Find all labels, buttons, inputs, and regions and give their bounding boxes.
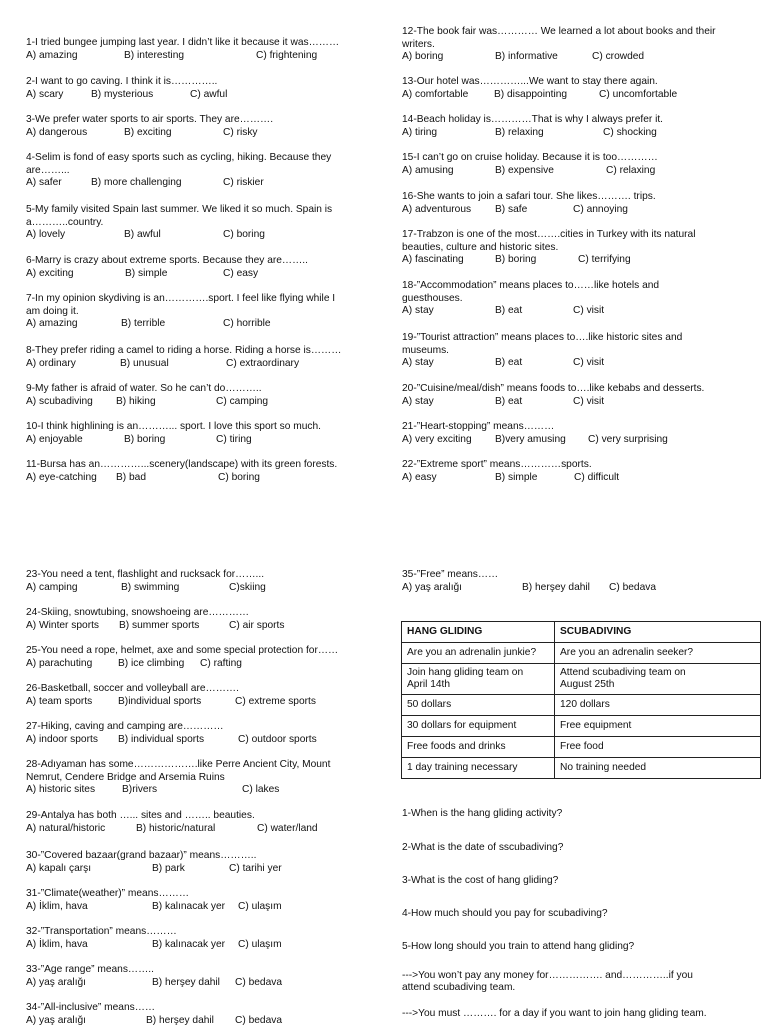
answer-options — [26, 229, 332, 242]
question-stem: 1-I tried bungee jumping last year. I didn’t like it because it was……… — [26, 37, 340, 48]
question-item — [26, 114, 273, 140]
option-c[interactable]: C) lakes — [242, 784, 280, 796]
question-stem: 27-Hiking, caving and camping are………… — [26, 721, 224, 732]
question-stem: 3-We prefer water sports to air sports. They are………. — [26, 114, 274, 125]
answer-options — [26, 434, 321, 447]
option-a[interactable]: A) eye-catching — [26, 471, 97, 483]
option-a[interactable]: A) indoor sports — [26, 733, 98, 745]
answer-options — [26, 88, 228, 102]
option-a[interactable]: A) Winter sports — [26, 619, 100, 631]
option-c[interactable]: C) awful — [190, 88, 228, 100]
answer-options — [26, 976, 283, 990]
table-cell: Are you an adrenalin seeker? — [555, 643, 761, 664]
question-item — [26, 759, 330, 797]
comprehension-question: 4-How much should you pay for scubadiving? — [402, 908, 608, 919]
question-stem-continued: are……... — [26, 164, 70, 176]
question-stem: 4-Selim is fond of easy sports such as cycling, hiking. Because they — [26, 152, 332, 163]
question-item — [402, 280, 659, 318]
option-c[interactable]: C) annoying — [573, 203, 628, 215]
option-c[interactable]: C) water/land — [257, 822, 318, 834]
question-stem-continued: Nemrut, Cendere Bridge and Arsemia Ruins — [26, 771, 225, 783]
question-stem: 8-They prefer riding a camel to riding a horse. Riding a horse is……… — [26, 345, 342, 356]
option-b[interactable]: B) swimming — [121, 581, 180, 593]
option-b[interactable]: B) herşey dahil — [146, 1014, 214, 1026]
question-stem: 31-”Climate(weather)” means……… — [26, 888, 190, 899]
question-item — [26, 964, 283, 990]
question-stem: 21-”Heart-stopping” means……… — [402, 421, 555, 432]
comprehension-question: 2-What is the date of sscubadiving? — [402, 842, 564, 853]
table-cell: No training needed — [555, 758, 761, 779]
option-a[interactable]: A) camping — [26, 581, 78, 593]
option-a[interactable]: A) boring — [402, 51, 444, 63]
question-item — [26, 888, 282, 914]
question-stem: 14-Beach holiday is…………That is why I always prefer it. — [402, 114, 664, 125]
option-b[interactable]: B) awful — [124, 229, 161, 241]
option-b[interactable]: B) hiking — [116, 395, 156, 407]
question-item — [26, 721, 317, 747]
option-a[interactable]: A) yaş aralığı — [26, 976, 87, 988]
question-item — [26, 569, 264, 595]
option-a[interactable]: A) adventurous — [402, 203, 472, 215]
question-item — [402, 569, 657, 595]
question-stem: 28-Adıyaman has some……………….like Perre Ancient City, Mount — [26, 759, 331, 770]
question-stem: 10-I think highlining is an………... sport. I love this sport so much. — [26, 421, 321, 432]
option-b[interactable]: B) simple — [125, 267, 168, 279]
option-b[interactable]: B) relaxing — [495, 126, 544, 138]
answer-options — [402, 396, 704, 409]
answer-options — [26, 318, 335, 331]
option-b[interactable]: B) park — [152, 862, 185, 874]
option-b[interactable]: B) herşey dahil — [522, 581, 590, 593]
table-cell: 1 day training necessary — [402, 758, 555, 779]
option-b[interactable]: B) interesting — [124, 49, 185, 61]
table-row — [402, 716, 761, 737]
answer-options — [26, 733, 317, 747]
option-c[interactable]: C) shocking — [603, 126, 657, 138]
question-stem: 13-Our hotel was…………...We want to stay there again. — [402, 76, 658, 87]
answer-options — [26, 695, 316, 709]
question-stem: 26-Basketball, soccer and volleyball are………. — [26, 683, 239, 694]
option-c[interactable]: C) rafting — [200, 657, 242, 669]
option-a[interactable]: A) team sports — [26, 695, 93, 707]
option-c[interactable]: C) visit — [573, 305, 605, 317]
option-b[interactable]: B) individual sports — [118, 733, 205, 745]
option-a[interactable]: A) dangerous — [26, 126, 88, 138]
question-stem-continued: museums. — [402, 344, 449, 356]
option-c[interactable]: C) bedava — [609, 581, 657, 593]
option-b[interactable]: B) expensive — [495, 164, 554, 176]
question-stem: 30-”Covered bazaar(grand bazaar)” means……….. — [26, 850, 257, 861]
question-stem: 22-”Extreme sport” means…………sports. — [402, 459, 592, 470]
question-item — [26, 810, 318, 836]
option-c[interactable]: C) outdoor sports — [238, 733, 317, 745]
answer-options — [26, 358, 341, 371]
question-item — [26, 645, 338, 671]
question-stem: 16-She wants to join a safari tour. She likes………. trips. — [402, 191, 656, 202]
option-c[interactable]: C) bedava — [235, 1014, 283, 1026]
table-row — [402, 695, 761, 716]
answer-options — [402, 51, 716, 64]
question-stem: 9-My father is afraid of water. So he can’t do……….. — [26, 383, 262, 394]
question-stem: 32-”Transportation” means……… — [26, 926, 177, 937]
option-b[interactable]: B) ice climbing — [118, 657, 185, 669]
comprehension-question: 5-How long should you train to attend hang gliding? — [402, 941, 635, 952]
option-c[interactable]: C) easy — [223, 267, 259, 279]
option-b[interactable]: B)very amusing — [495, 433, 566, 445]
question-stem-continued: a………..country. — [26, 216, 104, 228]
option-c[interactable]: C) bedava — [235, 976, 283, 988]
question-item — [402, 383, 704, 409]
answer-options — [26, 619, 285, 633]
question-item — [26, 383, 269, 409]
option-a[interactable]: A) natural/historic — [26, 822, 106, 834]
option-b[interactable]: B) exciting — [124, 126, 172, 138]
option-a[interactable]: A) amazing — [26, 318, 78, 330]
answer-options — [26, 582, 264, 595]
option-c[interactable]: C) terrifying — [578, 254, 631, 266]
option-b[interactable]: B) kalınacak yer — [152, 938, 226, 950]
question-item — [26, 204, 332, 242]
option-a[interactable]: A) scary — [26, 88, 64, 100]
answer-options — [26, 938, 282, 952]
option-b[interactable]: B) unusual — [120, 357, 169, 369]
option-a[interactable]: A) İklim, hava — [26, 938, 88, 950]
question-item — [26, 683, 316, 709]
option-a[interactable]: A) amazing — [26, 49, 78, 61]
option-c[interactable]: C) boring — [223, 229, 265, 241]
option-c[interactable]: C) uncomfortable — [599, 88, 678, 100]
question-item — [402, 114, 663, 140]
question-stem: 18-”Accommodation” means places to……like hotels and — [402, 280, 660, 291]
table-cell: Attend scubadiving team on August 25th — [555, 664, 761, 695]
option-b[interactable]: B) bad — [116, 471, 147, 483]
question-stem: 23-You need a tent, flashlight and rucksack for……... — [26, 569, 265, 580]
comprehension-question: 3-What is the cost of hang gliding? — [402, 875, 559, 886]
answer-options — [26, 268, 308, 281]
option-a[interactable]: A) lovely — [26, 229, 66, 241]
question-stem: 19-”Tourist attraction” means places to….like historic sites and — [402, 332, 683, 343]
question-stem: 15-I can’t go on cruise holiday. Because it is too………… — [402, 152, 658, 163]
option-b[interactable]: B) historic/natural — [136, 822, 216, 834]
option-a[interactable]: A) yaş aralığı — [26, 1014, 87, 1026]
option-c[interactable]: C) ulaşım — [238, 900, 282, 912]
header-hang-gliding: HANG GLIDING — [402, 622, 555, 643]
answer-options — [26, 900, 282, 914]
question-stem: 20-”Cuisine/meal/dish” means foods to….like kebabs and desserts. — [402, 383, 705, 394]
option-b[interactable]: B) safe — [495, 203, 528, 215]
option-b[interactable]: B) mysterious — [91, 88, 154, 100]
answer-options — [26, 177, 331, 190]
activity-comparison-table — [401, 621, 761, 779]
option-c[interactable]: C) risky — [223, 126, 258, 138]
answer-options — [26, 1014, 283, 1028]
fill-in-line: --->You must ………. for a day if you want to join hang gliding team. — [402, 1008, 707, 1019]
answer-options — [402, 165, 658, 178]
question-item — [26, 255, 308, 281]
answer-options — [402, 305, 659, 318]
answer-options — [402, 127, 663, 140]
table-cell: Free foods and drinks — [402, 737, 555, 758]
fill-in-line: attend scubadiving team. — [402, 982, 516, 993]
option-c[interactable]: C) very surprising — [588, 433, 668, 445]
option-a[interactable]: A) exciting — [26, 267, 74, 279]
question-item — [402, 191, 656, 217]
option-a[interactable]: A) kapalı çarşı — [26, 862, 92, 874]
option-c[interactable]: C) riskier — [223, 177, 264, 189]
question-stem: 24-Skiing, snowtubing, snowshoeing are………… — [26, 607, 250, 618]
option-a[interactable]: A) very exciting — [402, 433, 472, 445]
question-stem: 35-”Free” means…… — [402, 569, 499, 580]
table-cell: 50 dollars — [402, 695, 555, 716]
question-item — [26, 607, 285, 633]
question-stem: 25-You need a rope, helmet, axe and some special protection for…… — [26, 645, 339, 656]
option-a[interactable]: A) safer — [26, 177, 62, 189]
option-a[interactable]: A) scubadiving — [26, 395, 93, 407]
option-c[interactable]: C) tarihi yer — [229, 862, 282, 874]
option-a[interactable]: A) amusing — [402, 164, 454, 176]
answer-options — [26, 50, 339, 63]
question-item — [26, 345, 341, 371]
question-stem-continued: guesthouses. — [402, 292, 463, 304]
question-item — [26, 421, 321, 447]
option-b[interactable]: B)individual sports — [118, 695, 202, 707]
option-c[interactable]: C) ulaşım — [238, 938, 282, 950]
question-stem-continued: beauties, culture and historic sites. — [402, 241, 559, 253]
option-a[interactable]: A) ordinary — [26, 357, 76, 369]
answer-options — [402, 254, 695, 267]
option-a[interactable]: A) historic sites — [26, 784, 96, 796]
option-c[interactable]: C)skiing — [229, 581, 266, 593]
option-b[interactable]: B) eat — [495, 395, 523, 407]
question-stem: 17-Trabzon is one of the most…….cities in Turkey with its natural — [402, 229, 696, 240]
option-a[interactable]: A) comfortable — [402, 88, 469, 100]
question-item — [402, 26, 716, 64]
question-item — [402, 421, 668, 447]
question-item — [26, 37, 339, 63]
option-b[interactable]: B) kalınacak yer — [152, 900, 226, 912]
option-a[interactable]: A) stay — [402, 357, 434, 369]
option-c[interactable]: C) difficult — [574, 471, 620, 483]
answer-options — [26, 862, 282, 876]
question-item — [26, 459, 337, 485]
fill-in-line: --->You won’t pay any money for……………. and…………..if you — [402, 970, 693, 981]
option-c[interactable]: C) crowded — [592, 51, 645, 63]
question-item — [26, 76, 228, 102]
option-a[interactable]: A) parachuting — [26, 657, 93, 669]
option-b[interactable]: B) boring — [495, 254, 537, 266]
option-b[interactable]: B)rivers — [122, 784, 158, 796]
question-item — [26, 850, 282, 876]
option-a[interactable]: A) enjoyable — [26, 433, 83, 445]
option-a[interactable]: A) İklim, hava — [26, 900, 88, 912]
table-cell: 30 dollars for equipment — [402, 716, 555, 737]
option-c[interactable]: C) air sports — [229, 619, 285, 631]
option-a[interactable]: A) yaş aralığı — [402, 581, 463, 593]
answer-options — [26, 127, 273, 140]
question-stem: 11-Bursa has an…………...scenery(landscape) with its green forests. — [26, 459, 338, 470]
option-b[interactable]: B) informative — [495, 51, 558, 63]
question-stem: 33-”Age range” means…….. — [26, 964, 154, 975]
option-b[interactable]: B) eat — [495, 357, 523, 369]
table-row — [402, 643, 761, 664]
option-c[interactable]: C) visit — [573, 357, 605, 369]
option-c[interactable]: C) camping — [216, 395, 269, 407]
comprehension-question: 1-When is the hang gliding activity? — [402, 808, 563, 819]
option-a[interactable]: A) stay — [402, 305, 434, 317]
option-a[interactable]: A) easy — [402, 471, 437, 483]
table-row — [402, 758, 761, 779]
option-a[interactable]: A) tiring — [402, 126, 438, 138]
table-header-row — [402, 622, 761, 643]
question-item — [26, 152, 331, 190]
question-stem: 34-”All-inclusive” means…… — [26, 1002, 156, 1013]
option-b[interactable]: B) more challenging — [91, 177, 182, 189]
question-item — [402, 152, 658, 178]
question-stem: 29-Antalya has both …... sites and …….. beauties. — [26, 810, 255, 821]
option-c[interactable]: C) frightening — [256, 49, 318, 61]
option-b[interactable]: B) disappointing — [494, 88, 568, 100]
answer-options — [402, 204, 656, 217]
option-c[interactable]: C) relaxing — [606, 164, 656, 176]
table-cell: Free food — [555, 737, 761, 758]
option-c[interactable]: C) boring — [218, 471, 260, 483]
answer-options — [26, 395, 269, 409]
answer-options — [402, 88, 678, 102]
option-b[interactable]: B) simple — [495, 471, 538, 483]
answer-options — [26, 658, 338, 671]
option-c[interactable]: C) horrible — [223, 318, 271, 330]
option-c[interactable]: C) tiring — [216, 433, 252, 445]
option-b[interactable]: B) herşey dahil — [152, 976, 220, 988]
answer-options — [26, 784, 330, 797]
question-stem-continued: writers. — [402, 38, 435, 50]
option-c[interactable]: C) extreme sports — [235, 695, 316, 707]
option-b[interactable]: B) summer sports — [119, 619, 200, 631]
option-a[interactable]: A) stay — [402, 395, 434, 407]
answer-options — [26, 822, 318, 836]
option-b[interactable]: B) boring — [124, 433, 166, 445]
header-scubadiving: SCUBADIVING — [555, 622, 761, 643]
table-cell: Join hang gliding team on April 14th — [402, 664, 555, 695]
question-stem: 6-Marry is crazy about extreme sports. Because they are…….. — [26, 255, 308, 266]
answer-options — [402, 581, 657, 595]
answer-options — [402, 357, 682, 370]
question-stem-continued: am doing it. — [26, 305, 79, 317]
option-b[interactable]: B) eat — [495, 305, 523, 317]
table-row — [402, 737, 761, 758]
answer-options — [402, 471, 620, 485]
option-c[interactable]: C) visit — [573, 395, 605, 407]
question-item — [26, 293, 335, 331]
option-b[interactable]: B) terrible — [121, 318, 166, 330]
option-c[interactable]: C) extraordinary — [226, 357, 300, 369]
question-item — [402, 332, 682, 370]
answer-options — [402, 433, 668, 447]
table-cell: 120 dollars — [555, 695, 761, 716]
table-cell: Free equipment — [555, 716, 761, 737]
question-stem: 12-The book fair was………… We learned a lot about books and their — [402, 26, 716, 37]
table-cell: Are you an adrenalin junkie? — [402, 643, 555, 664]
question-item — [402, 76, 678, 102]
table-row — [402, 664, 761, 695]
question-stem: 7-In my opinion skydiving is an………….sport. I feel like flying while I — [26, 293, 336, 304]
question-stem: 5-My family visited Spain last summer. We liked it so much. Spain is — [26, 204, 333, 215]
question-stem: 2-I want to go caving. I think it is………….. — [26, 76, 218, 87]
question-item — [26, 926, 282, 952]
question-item — [402, 459, 620, 485]
answer-options — [26, 472, 337, 485]
question-item — [402, 229, 695, 267]
option-a[interactable]: A) fascinating — [402, 254, 464, 266]
